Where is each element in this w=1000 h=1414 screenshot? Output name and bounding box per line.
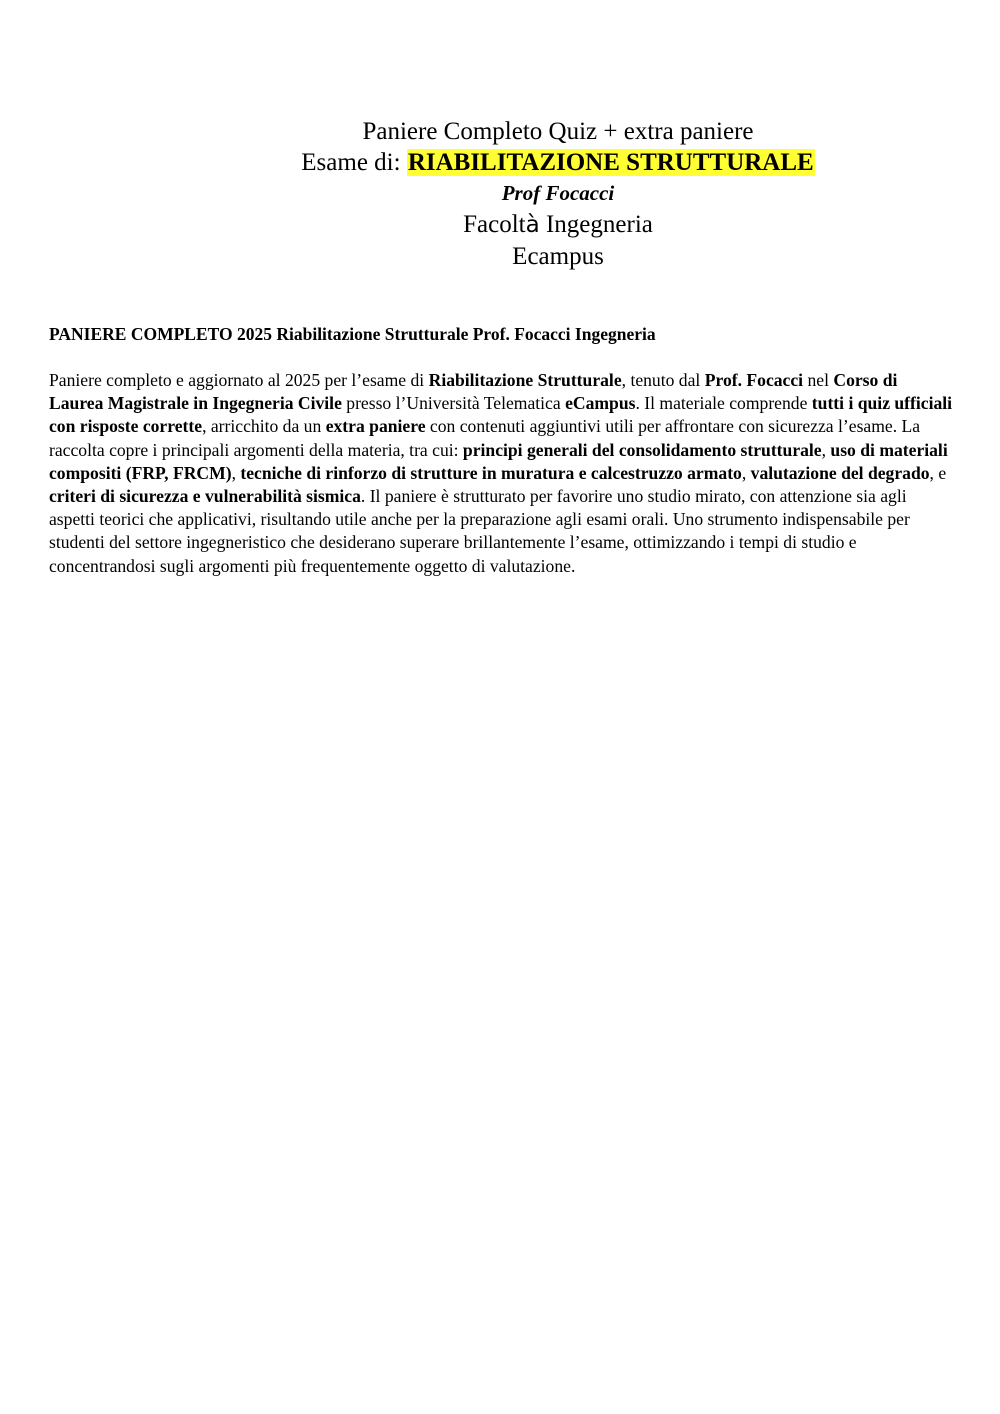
faculty-line [118, 209, 998, 241]
bold-run: eCampus [565, 393, 636, 414]
exam-prefix: Esame di: [301, 149, 407, 176]
faculty-accent-char: à [525, 212, 540, 238]
text-run: , [231, 462, 241, 483]
bold-run: principi generali del consolidamento strutturale [462, 439, 822, 460]
text-run: nel [803, 370, 834, 390]
bold-run: Prof. Focacci [704, 370, 804, 390]
text-run: Paniere completo e aggiornato al 2025 per l’esame di [49, 370, 429, 390]
title-block [118, 116, 998, 272]
exam-line [118, 147, 998, 178]
bold-run: extra paniere [325, 416, 426, 437]
bold-run: tutti i quiz ufficiali con risposte corrette [49, 393, 953, 437]
professor-line [118, 178, 998, 209]
description-paragraph [49, 369, 953, 578]
text-run: , e [929, 462, 947, 483]
university-name: Ecampus [512, 243, 604, 270]
faculty-suffix: Ingegneria [539, 211, 653, 238]
title-line [118, 116, 998, 147]
bold-run: Riabilitazione Strutturale [428, 370, 622, 390]
text-run: , [741, 462, 751, 483]
exam-subject-highlight: RIABILITAZIONE STRUTTURALE [407, 149, 814, 176]
professor-name: Prof Focacci [501, 181, 615, 205]
bold-run: tecniche di rinforzo di strutture in muratura e calcestruzzo armato [240, 462, 742, 483]
faculty-prefix: Facolt [463, 211, 526, 238]
text-run: , [821, 439, 831, 460]
section-heading: PANIERE COMPLETO 2025 Riabilitazione Strutturale Prof. Focacci Ingegneria [49, 324, 656, 344]
bold-run: criteri di sicurezza e vulnerabilità sismica [49, 486, 361, 507]
text-run: , tenuto dal [621, 370, 705, 390]
text-run: . Il materiale comprende [635, 393, 812, 414]
bold-run: valutazione del degrado [750, 462, 930, 483]
bold-run: uso di materiali compositi (FRP, FRCM) [49, 439, 948, 483]
text-run: con contenuti aggiuntivi utili per affrontare con sicurezza l’esame. La raccolta copre i principali argomenti della materia, tra cui: [49, 416, 921, 460]
title-text: Paniere Completo Quiz + extra paniere [362, 118, 754, 145]
university-line [118, 241, 998, 272]
text-run: . Il paniere è strutturato per favorire uno studio mirato, con attenzione sia agli aspetti teorici che applicativi, risultando utile anche per la preparazione agli esami orali. Uno strumento indispensabile per studenti del settore ingegneristico che desiderano superare brillantemente l’esame, ottimizzando i tempi di studio e concentrandosi sugli argomenti più frequentemente oggetto di valutazione. [49, 486, 910, 576]
bold-run: Corso di Laurea Magistrale in Ingegneria Civile [49, 370, 898, 414]
text-run: , arricchito da un [202, 416, 326, 437]
text-run: presso l’Università Telematica [341, 393, 566, 414]
